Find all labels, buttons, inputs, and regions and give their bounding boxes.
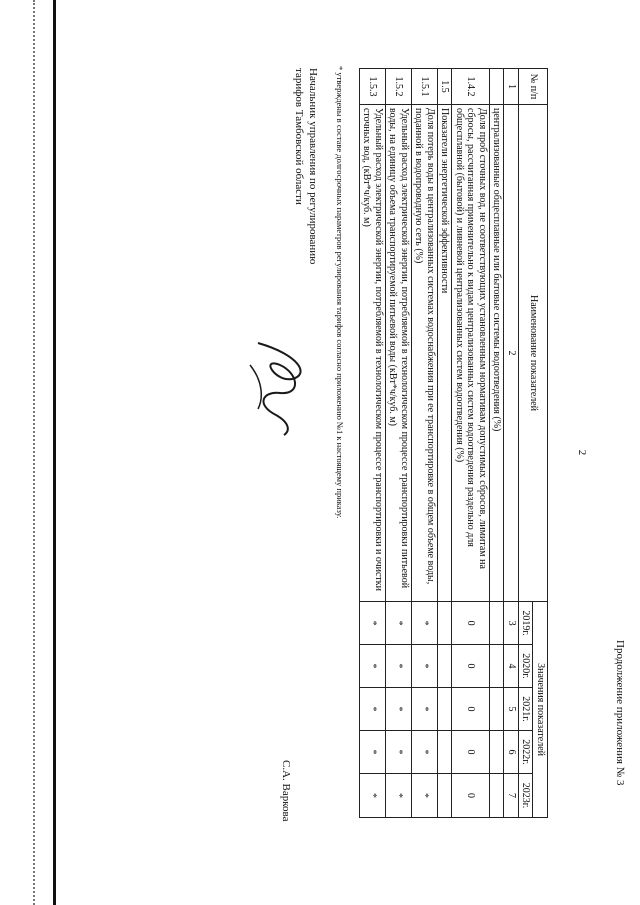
row-num: 1.5.1 xyxy=(412,69,438,105)
signatory-title-line: Начальник управления по регулированию xyxy=(307,68,319,265)
table-row xyxy=(438,69,453,818)
scan-edge-line xyxy=(53,0,56,905)
column-index: 4 xyxy=(504,645,519,688)
column-index: 7 xyxy=(504,773,519,817)
signatory-title-line: тарифов Тамбовской области xyxy=(293,68,306,205)
signatory-title xyxy=(292,68,320,264)
header-num: № п/п xyxy=(519,69,548,105)
row-num: 1.4.2 xyxy=(452,69,490,105)
row-name: Доля потерь воды в централизованных системах водоснабжения при ее транспортировке в общем объеме воды, поданной в водопроводную сеть (%) xyxy=(412,104,438,601)
column-index: 6 xyxy=(504,731,519,774)
year-header: 2021г. xyxy=(519,688,534,731)
row-value xyxy=(438,688,453,731)
row-value: * xyxy=(386,602,412,645)
table-row xyxy=(386,69,412,818)
appendix-continuation-label: Продолжение приложения № 3 xyxy=(614,640,626,786)
signatory-name: С.А. Варкова xyxy=(280,760,292,822)
table-row xyxy=(490,69,505,818)
handwritten-signature xyxy=(240,335,320,445)
row-name: Удельный расход электрической энергии, потребляемой в технологическом процессе транспортировки и очистки сточных вод, (кВт*ч/куб. м) xyxy=(360,104,386,601)
row-value xyxy=(438,645,453,688)
row-value: * xyxy=(412,688,438,731)
row-num: 1.5.3 xyxy=(360,69,386,105)
column-index: 1 xyxy=(504,69,519,105)
row-value xyxy=(438,773,453,817)
row-name: Доля проб сточных вод, не соответствующих установленным нормативам допустимых сбросов, лимитам на сбросы, рассчитанная применительно к видам централизованных систем водоотведения раздельно для общесплавной (бытовой) и ливневой централизованных систем водоотведения (%) xyxy=(452,104,490,601)
row-value: * xyxy=(412,602,438,645)
row-num: 1.5.2 xyxy=(386,69,412,105)
row-name: централизованные общесплавные или бытовые системы водоотведения (%) xyxy=(490,104,505,601)
page-number: 2 xyxy=(576,449,588,456)
footnote: * утверждены в составе долгосрочных параметров регулирования тарифов согласно приложению №1 к настоящему приказу. xyxy=(335,66,345,519)
table-row xyxy=(412,69,438,818)
row-value: 0 xyxy=(452,731,490,774)
row-value xyxy=(438,731,453,774)
row-value: 0 xyxy=(452,602,490,645)
row-value: * xyxy=(360,731,386,774)
row-value xyxy=(490,773,505,817)
row-value: * xyxy=(386,773,412,817)
row-value: * xyxy=(412,645,438,688)
row-value: * xyxy=(360,773,386,817)
row-value xyxy=(490,731,505,774)
year-header: 2022г. xyxy=(519,731,534,774)
row-value xyxy=(490,645,505,688)
row-value: 0 xyxy=(452,645,490,688)
column-index: 3 xyxy=(504,602,519,645)
column-index-row xyxy=(504,69,519,818)
scan-edge-dots xyxy=(31,0,35,905)
year-header: 2020г. xyxy=(519,645,534,688)
table-header-row xyxy=(533,69,548,818)
row-num: 1.5 xyxy=(438,69,453,105)
row-name: Показатели энергетической эффективности xyxy=(438,104,453,601)
row-name: Удельный расход электрической энергии, потребляемой в технологическом процессе транспортировки питьевой воды, на единицу объема транспортируемой питьевой воды (кВт*ч/куб. м) xyxy=(386,104,412,601)
header-values-group: Значения показателей xyxy=(533,602,548,818)
row-value xyxy=(490,602,505,645)
row-value: * xyxy=(386,645,412,688)
year-header: 2023г. xyxy=(519,773,534,817)
table-row xyxy=(360,69,386,818)
row-value: * xyxy=(412,731,438,774)
header-name: Наименование показателей xyxy=(519,104,548,601)
row-value xyxy=(438,602,453,645)
row-value: * xyxy=(386,731,412,774)
row-value: * xyxy=(360,602,386,645)
row-value: * xyxy=(386,688,412,731)
row-value: 0 xyxy=(452,773,490,817)
table-row xyxy=(452,69,490,818)
year-header: 2019г. xyxy=(519,602,534,645)
row-value xyxy=(490,688,505,731)
row-value: * xyxy=(412,773,438,817)
indicators-table xyxy=(359,68,548,818)
row-value: * xyxy=(360,688,386,731)
column-index: 2 xyxy=(504,104,519,601)
row-value: * xyxy=(360,645,386,688)
row-num xyxy=(490,69,505,105)
row-value: 0 xyxy=(452,688,490,731)
column-index: 5 xyxy=(504,688,519,731)
